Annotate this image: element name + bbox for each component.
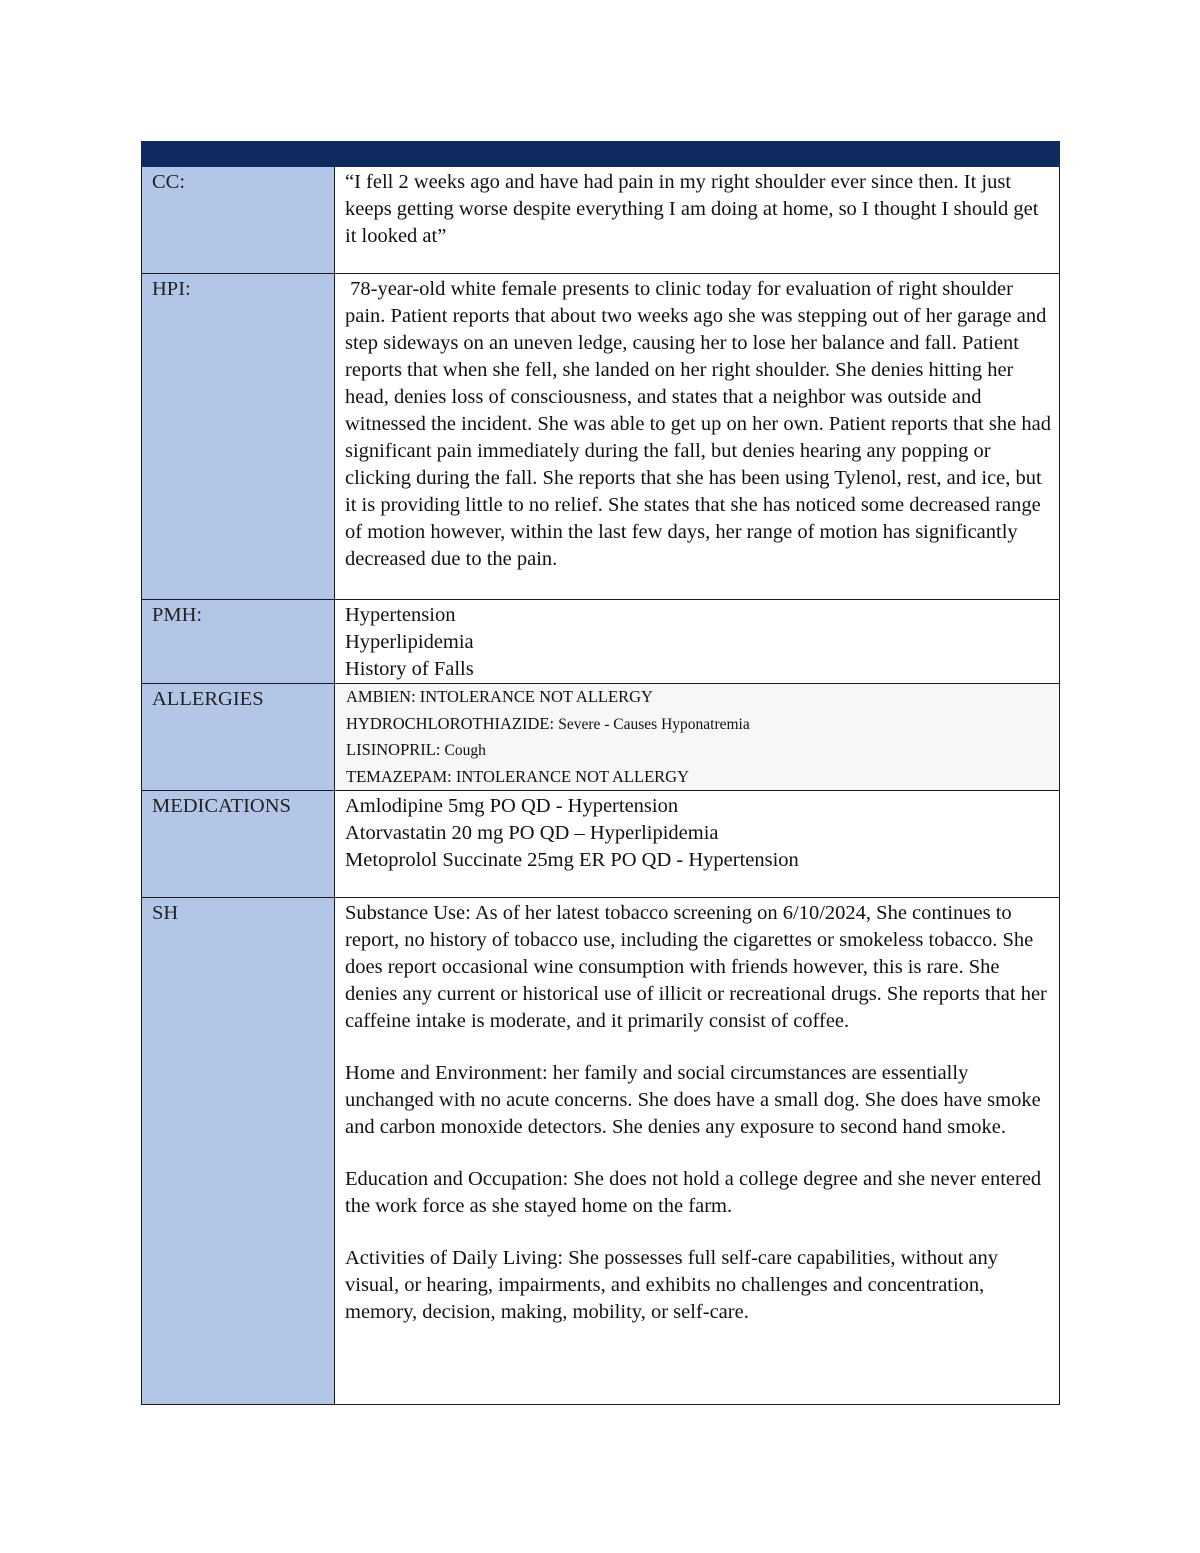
- medications-content: [335, 791, 1060, 898]
- paragraph-spacer: [345, 1141, 1051, 1166]
- paragraph-spacer: [345, 1035, 1051, 1060]
- pmh-item: Hypertension: [345, 604, 456, 626]
- sh-paragraph-home-environment: Home and Environment: her family and social circumstances are essentially unchanged with no acute concerns. She does have a small dog. She does have smoke and carbon monoxide detectors. She denies any exposure to second hand smoke.: [345, 1062, 1041, 1138]
- cc-row: [142, 167, 1060, 274]
- allergy-item: [346, 684, 1051, 711]
- pmh-row: [142, 600, 1060, 684]
- hpi-content: [335, 274, 1060, 600]
- allergy-detail: Severe - Causes Hyponatremia: [558, 715, 750, 733]
- sh-row: [142, 898, 1060, 1405]
- sh-paragraph-education-occupation: Education and Occupation: She does not hold a college degree and she never entered the work force as she stayed home on the farm.: [345, 1168, 1042, 1217]
- allergy-item: [346, 764, 1051, 791]
- sh-paragraph-substance-use: Substance Use: As of her latest tobacco screening on 6/10/2024, She continues to report, no history of tobacco use, including the cigarettes or smokeless tobacco. She does report occasional wine consumption with friends however, this is rare. She denies any current or historical use of illicit or recreational drugs. She reports that her caffeine intake is moderate, and it primarily consist of coffee.: [345, 902, 1047, 1032]
- allergy-item: [346, 711, 1051, 738]
- allergy-name: AMBIEN: INTOLERANCE NOT ALLERGY: [346, 687, 653, 706]
- allergy-item: [346, 737, 1051, 764]
- allergy-name: HYDROCHLOROTHIAZIDE:: [346, 713, 559, 733]
- medication-item: Amlodipine 5mg PO QD - Hypertension: [345, 795, 679, 817]
- medications-row: [142, 791, 1060, 898]
- patient-record-table: [141, 141, 1060, 1405]
- medication-item: Atorvastatin 20 mg PO QD – Hyperlipidemia: [345, 822, 719, 844]
- sh-paragraph-daily-living: Activities of Daily Living: She possesses full self-care capabilities, without any visual, or hearing, impairments, and exhibits no challenges and concentration, memory, decision, making, mobility, or self-care.: [345, 1247, 999, 1323]
- pmh-content: [335, 600, 1060, 684]
- medication-item: Metoprolol Succinate 25mg ER PO QD - Hypertension: [345, 849, 799, 871]
- allergy-detail: Cough: [444, 742, 486, 759]
- hpi-row: [142, 274, 1060, 600]
- paragraph-spacer: [345, 1220, 1051, 1245]
- allergy-name: LISINOPRIL:: [346, 740, 445, 759]
- hpi-label: HPI:: [142, 274, 335, 600]
- allergies-label: ALLERGIES: [142, 684, 335, 791]
- pmh-item: History of Falls: [345, 658, 474, 680]
- pmh-item: Hyperlipidemia: [345, 631, 474, 653]
- sh-content: [335, 898, 1060, 1405]
- allergy-name: TEMAZEPAM: INTOLERANCE NOT ALLERGY: [346, 766, 689, 786]
- sh-label: SH: [142, 898, 335, 1405]
- medications-label: MEDICATIONS: [142, 791, 335, 898]
- pmh-label: PMH:: [142, 600, 335, 684]
- cc-text: “I fell 2 weeks ago and have had pain in my right shoulder ever since then. It just keeps getting worse despite everything I am doing at home, so I thought I should get it looked at”: [345, 171, 1039, 247]
- hpi-text: 78-year-old white female presents to clinic today for evaluation of right shoulder pain. Patient reports that about two weeks ago she was stepping out of her garage and step sideways on an uneven ledge, causing her to lose her balance and fall. Patient reports that when she fell, she landed on her right shoulder. She denies hitting her head, denies loss of consciousness, and states that a neighbor was outside and witnessed the incident. She was able to get up on her own. Patient reports that she had significant pain immediately during the fall, but denies hearing any popping or clicking during the fall. She reports that she has been using Tylenol, rest, and ice, but it is providing little to no relief. She states that she has noticed some decreased range of motion however, within the last few days, her range of motion has significantly decreased due to the pain.: [345, 278, 1057, 570]
- allergies-row: [142, 684, 1060, 791]
- header-bar-cell: [142, 142, 1060, 167]
- cc-content: [335, 167, 1060, 274]
- cc-label: CC:: [142, 167, 335, 274]
- table-header-bar: [142, 142, 1060, 167]
- allergies-content: [335, 684, 1060, 791]
